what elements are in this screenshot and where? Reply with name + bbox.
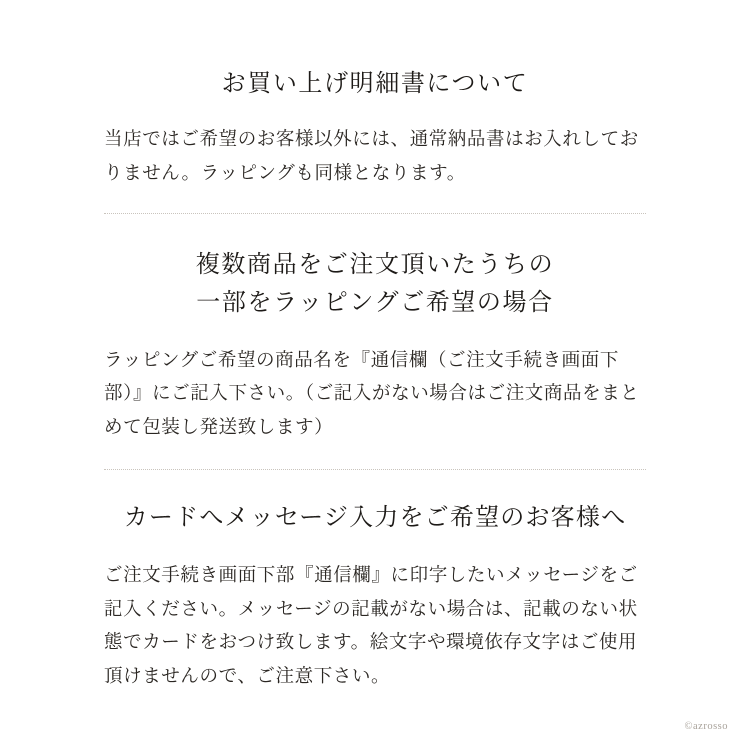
- section-heading: カードへメッセージ入力をご希望のお客様へ: [123, 505, 627, 531]
- section-card-message-entry: [0, 500, 750, 695]
- section-body-text: 当店ではご希望のお客様以外には、通常納品書はお入れしておりません。ラッピングも同様となります。: [104, 130, 639, 184]
- section-heading: [104, 247, 646, 323]
- section-heading: お買い上げ明細書について: [221, 71, 529, 97]
- section-heading-line-1: 複数商品をご注文頂いたうちの: [195, 252, 555, 278]
- section-body-text: ご注文手続き画面下部『通信欄』に印字したいメッセージをご記入ください。メッセージの記載がない場合は、記載のない状態でカードをおつけ致します。絵文字や環境依存文字はご使用頂けませんので、ご注意下さい。: [104, 566, 638, 687]
- section-heading-line-2: 一部をラッピングご希望の場合: [196, 289, 554, 316]
- section-divider: [104, 212, 646, 214]
- section-divider: [104, 468, 646, 470]
- section-body-text: ラッピングご希望の商品名を『通信欄（ご注文手続き画面下部）』にご記入下さい。（ご記入がない場合はご注文商品をまとめて包装し発送致します）: [104, 350, 640, 439]
- section-statement-of-purchase: [0, 66, 750, 191]
- section-partial-gift-wrapping: [0, 247, 750, 446]
- copyright-notice: ©azrosso: [684, 721, 728, 732]
